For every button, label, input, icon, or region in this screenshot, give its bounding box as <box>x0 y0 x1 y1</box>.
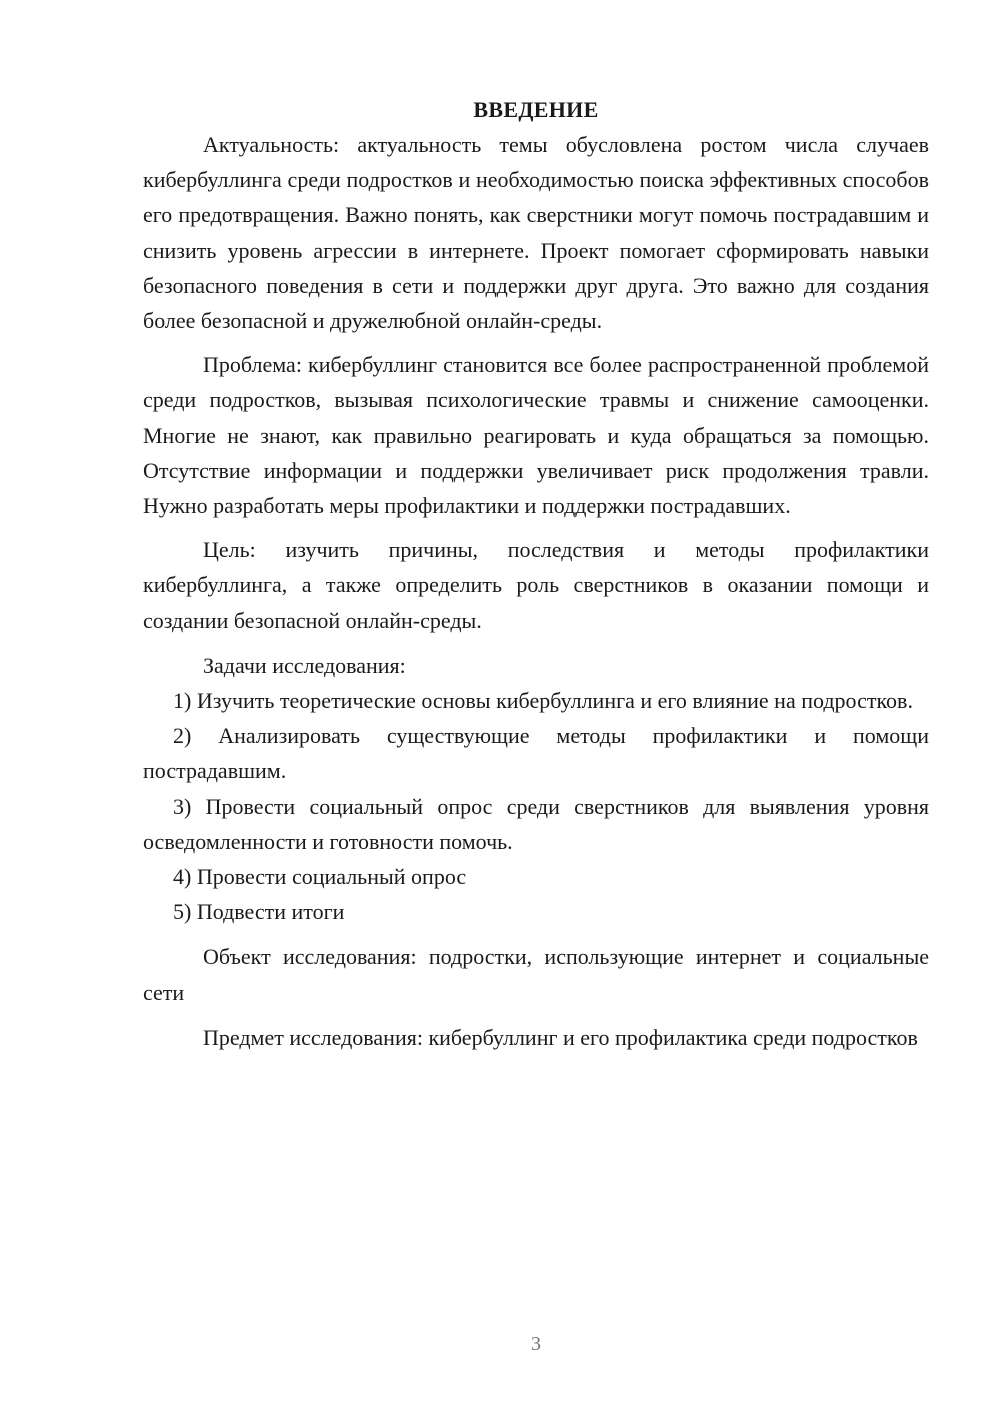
task-item-5: 5) Подвести итоги <box>173 899 345 925</box>
goal-paragraph: Цель: изучить причины, последствия и методы профилактики кибербуллинга, а также определить роль сверстников в оказании помощи и создании безопасной онлайн-среды. <box>143 537 929 633</box>
document-page <box>143 92 929 1055</box>
object-paragraph: Объект исследования: подростки, использующие интернет и социальные сети <box>143 944 929 1005</box>
task-item-2: 2) Анализировать существующие методы профилактики и помощи пострадавшим. <box>143 723 929 784</box>
tasks-title: Задачи исследования: <box>203 652 406 678</box>
page-number: 3 <box>531 1333 541 1355</box>
task-item-1: 1) Изучить теоретические основы кибербуллинга и его влияние на подростков. <box>173 688 913 714</box>
subject-paragraph: Предмет исследования: кибербуллинг и его профилактика среди подростков <box>203 1024 918 1050</box>
relevance-paragraph: Актуальность: актуальность темы обусловлена ростом числа случаев кибербуллинга среди подростков и необходимостью поиска эффективных способов его предотвращения. Важно понять, как сверстники могут помочь пострадавшим и снизить уровень агрессии в интернете. Проект помогает сформировать навыки безопасного поведения в сети и поддержки друг друга. Это важно для создания более безопасной и дружелюбной онлайн-среды. <box>143 132 929 334</box>
page-title: ВВЕДЕНИЕ <box>473 97 599 122</box>
task-item-3: 3) Провести социальный опрос среди сверстников для выявления уровня осведомленности и готовности помочь. <box>143 793 929 854</box>
task-item-4: 4) Провести социальный опрос <box>173 864 467 890</box>
problem-paragraph: Проблема: кибербуллинг становится все более распространенной проблемой среди подростков, вызывая психологические травмы и снижение самооценки. Многие не знают, как правильно реагировать и куда обращаться за помощью. Отсутствие информации и поддержки увеличивает риск продолжения травли. Нужно разработать меры профилактики и поддержки пострадавших. <box>143 352 929 519</box>
